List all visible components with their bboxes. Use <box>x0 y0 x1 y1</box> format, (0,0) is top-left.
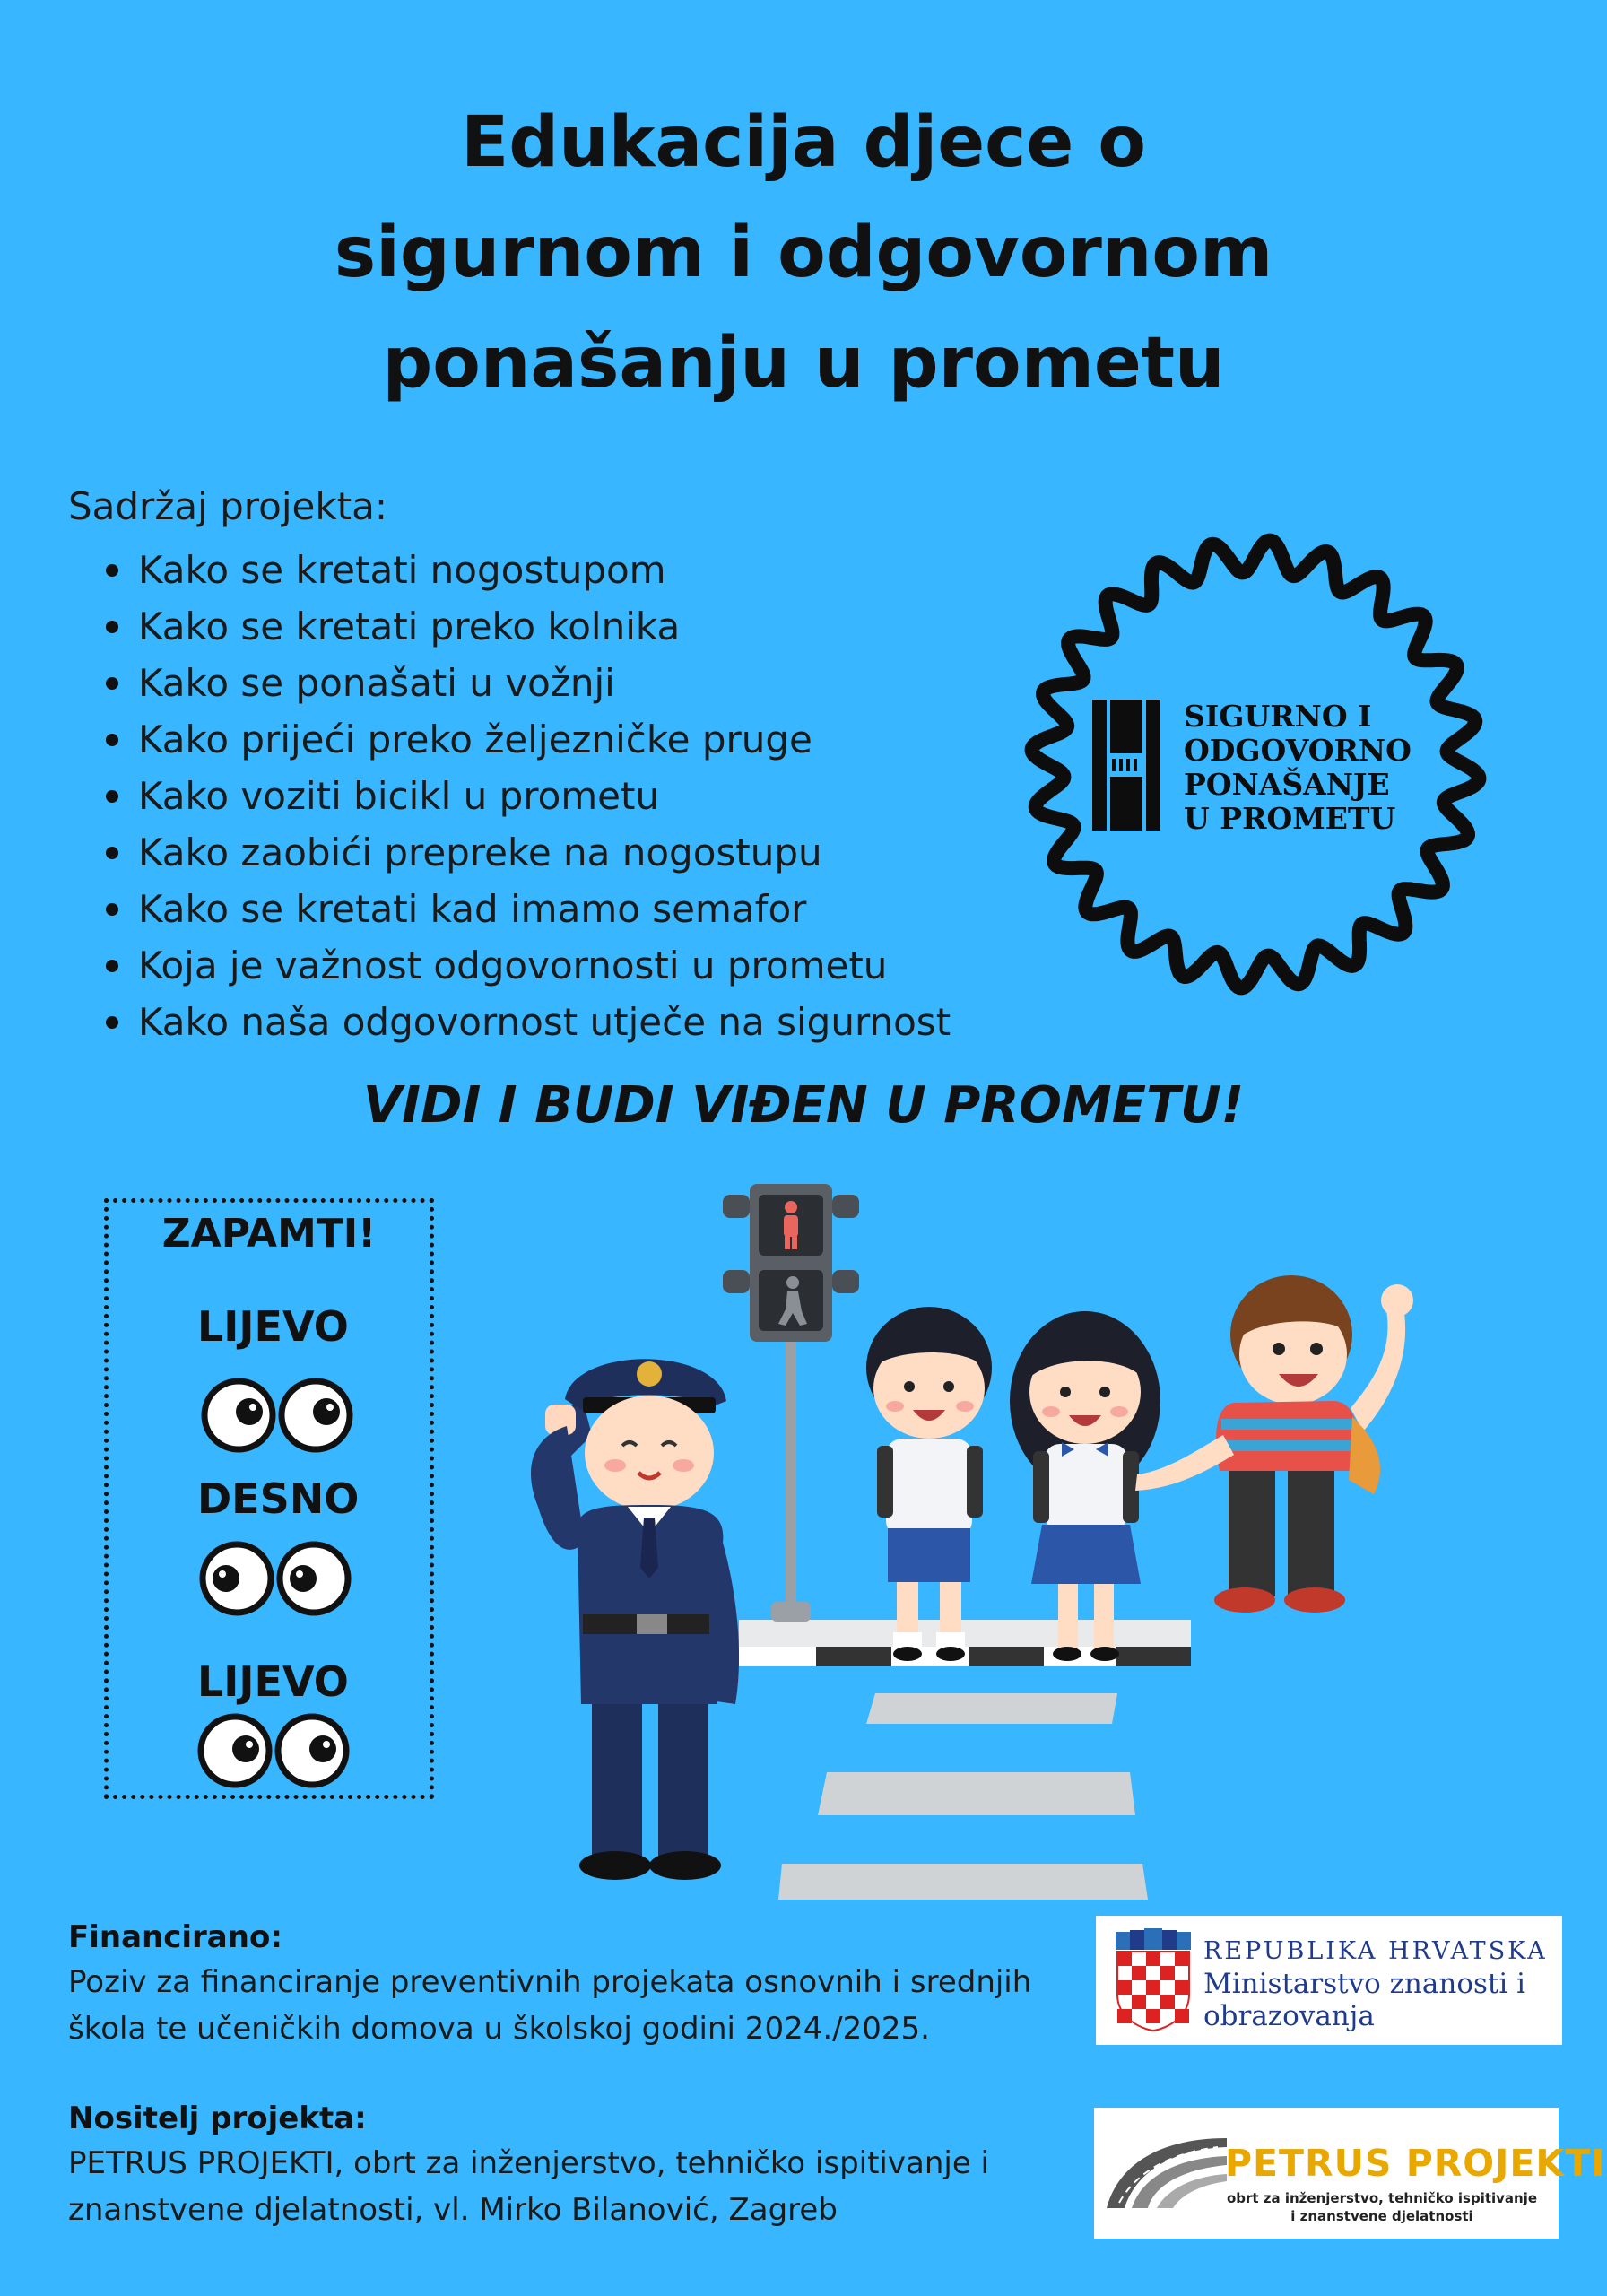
badge-text <box>1184 700 1412 836</box>
crosswalk-stripes <box>778 1693 1148 1900</box>
holder-text <box>68 2140 1037 2233</box>
holder-line-1: PETRUS PROJEKTI, obrt za inženjerstvo, tehničko ispitivanje i <box>68 2145 990 2181</box>
slogan: VIDI I BUDI VIĐEN U PROMETU! <box>362 1076 1245 1135</box>
traffic-light <box>723 1184 859 1622</box>
petrus-name: PETRUS PROJEKTI <box>1225 2142 1606 2185</box>
eyes-look-right-icon <box>197 1539 355 1618</box>
list-item: Kako voziti bicikl u prometu <box>99 768 951 824</box>
topics-list <box>99 542 951 1050</box>
list-item: Kako se kretati preko kolnika <box>99 598 951 655</box>
content-heading: Sadržaj projekta: <box>68 484 388 528</box>
badge-line-1: SIGURNO I <box>1184 699 1372 734</box>
funding-line-2: škola te učeničkih domova u školskoj godini 2024./2025. <box>68 2011 930 2047</box>
schoolboy-figure <box>866 1307 992 1661</box>
poster-title <box>0 88 1607 419</box>
eyes-look-left-icon <box>195 1711 353 1790</box>
checkerboard-pattern <box>1117 1952 1189 2023</box>
ministry-country: REPUBLIKA HRVATSKA <box>1203 1937 1548 1965</box>
ministry-name-line-1: Ministarstvo znanosti i <box>1203 1968 1526 2000</box>
list-item: Kako naša odgovornost utječe na sigurnost <box>99 994 951 1050</box>
ministry-name-line-2: obrazovanja <box>1203 2000 1375 2032</box>
waving-boy-figure <box>1135 1275 1413 1613</box>
croatian-coat-of-arms-icon <box>1112 1928 1194 2032</box>
step-1-label: LIJEVO <box>197 1302 349 1351</box>
petrus-logo <box>1094 2108 1606 2239</box>
list-item: Kako prijeći preko željezničke pruge <box>99 711 951 768</box>
road-swoosh-icon <box>1101 2126 1236 2215</box>
holder-heading: Nositelj projekta: <box>68 2100 367 2136</box>
badge-line-3: PONAŠANJE <box>1184 767 1390 802</box>
list-item: Kako se kretati kad imamo semafor <box>99 881 951 937</box>
funding-text <box>68 1959 1037 2052</box>
badge-road-icon <box>1092 700 1160 831</box>
traffic-scene-illustration <box>430 1166 1507 1910</box>
funding-line-1: Poziv za financiranje preventivnih projekata osnovnih i srednjih <box>68 1964 1032 2000</box>
ministry-logo <box>1096 1916 1562 2045</box>
title-line-2: sigurnom i odgovornom <box>334 213 1273 293</box>
step-3-label: LIJEVO <box>197 1657 349 1706</box>
list-item: Kako zaobići prepreke na nogostupu <box>99 824 951 881</box>
petrus-sub-line-1: obrt za inženjerstvo, tehničko ispitivanje <box>1226 2190 1538 2206</box>
badge-line-4: U PROMETU <box>1184 801 1396 836</box>
list-item: Kako se ponašati u vožnji <box>99 655 951 711</box>
title-line-3: ponašanju u prometu <box>382 323 1225 404</box>
remember-title: ZAPAMTI! <box>161 1211 377 1257</box>
holder-line-2: znanstvene djelatnosti, vl. Mirko Bilanović, Zagreb <box>68 2192 838 2228</box>
list-item: Kako se kretati nogostupom <box>99 542 951 598</box>
badge-line-2: ODGOVORNO <box>1184 733 1412 768</box>
title-line-1: Edukacija djece o <box>460 102 1146 183</box>
police-officer-figure <box>531 1359 739 1880</box>
step-2-label: DESNO <box>197 1474 360 1523</box>
list-item: Koja je važnost odgovornosti u prometu <box>99 937 951 994</box>
petrus-sub-line-2: i znanstvene djelatnosti <box>1290 2208 1473 2224</box>
eyes-look-left-icon <box>199 1376 357 1455</box>
funding-heading: Financirano: <box>68 1919 282 1955</box>
